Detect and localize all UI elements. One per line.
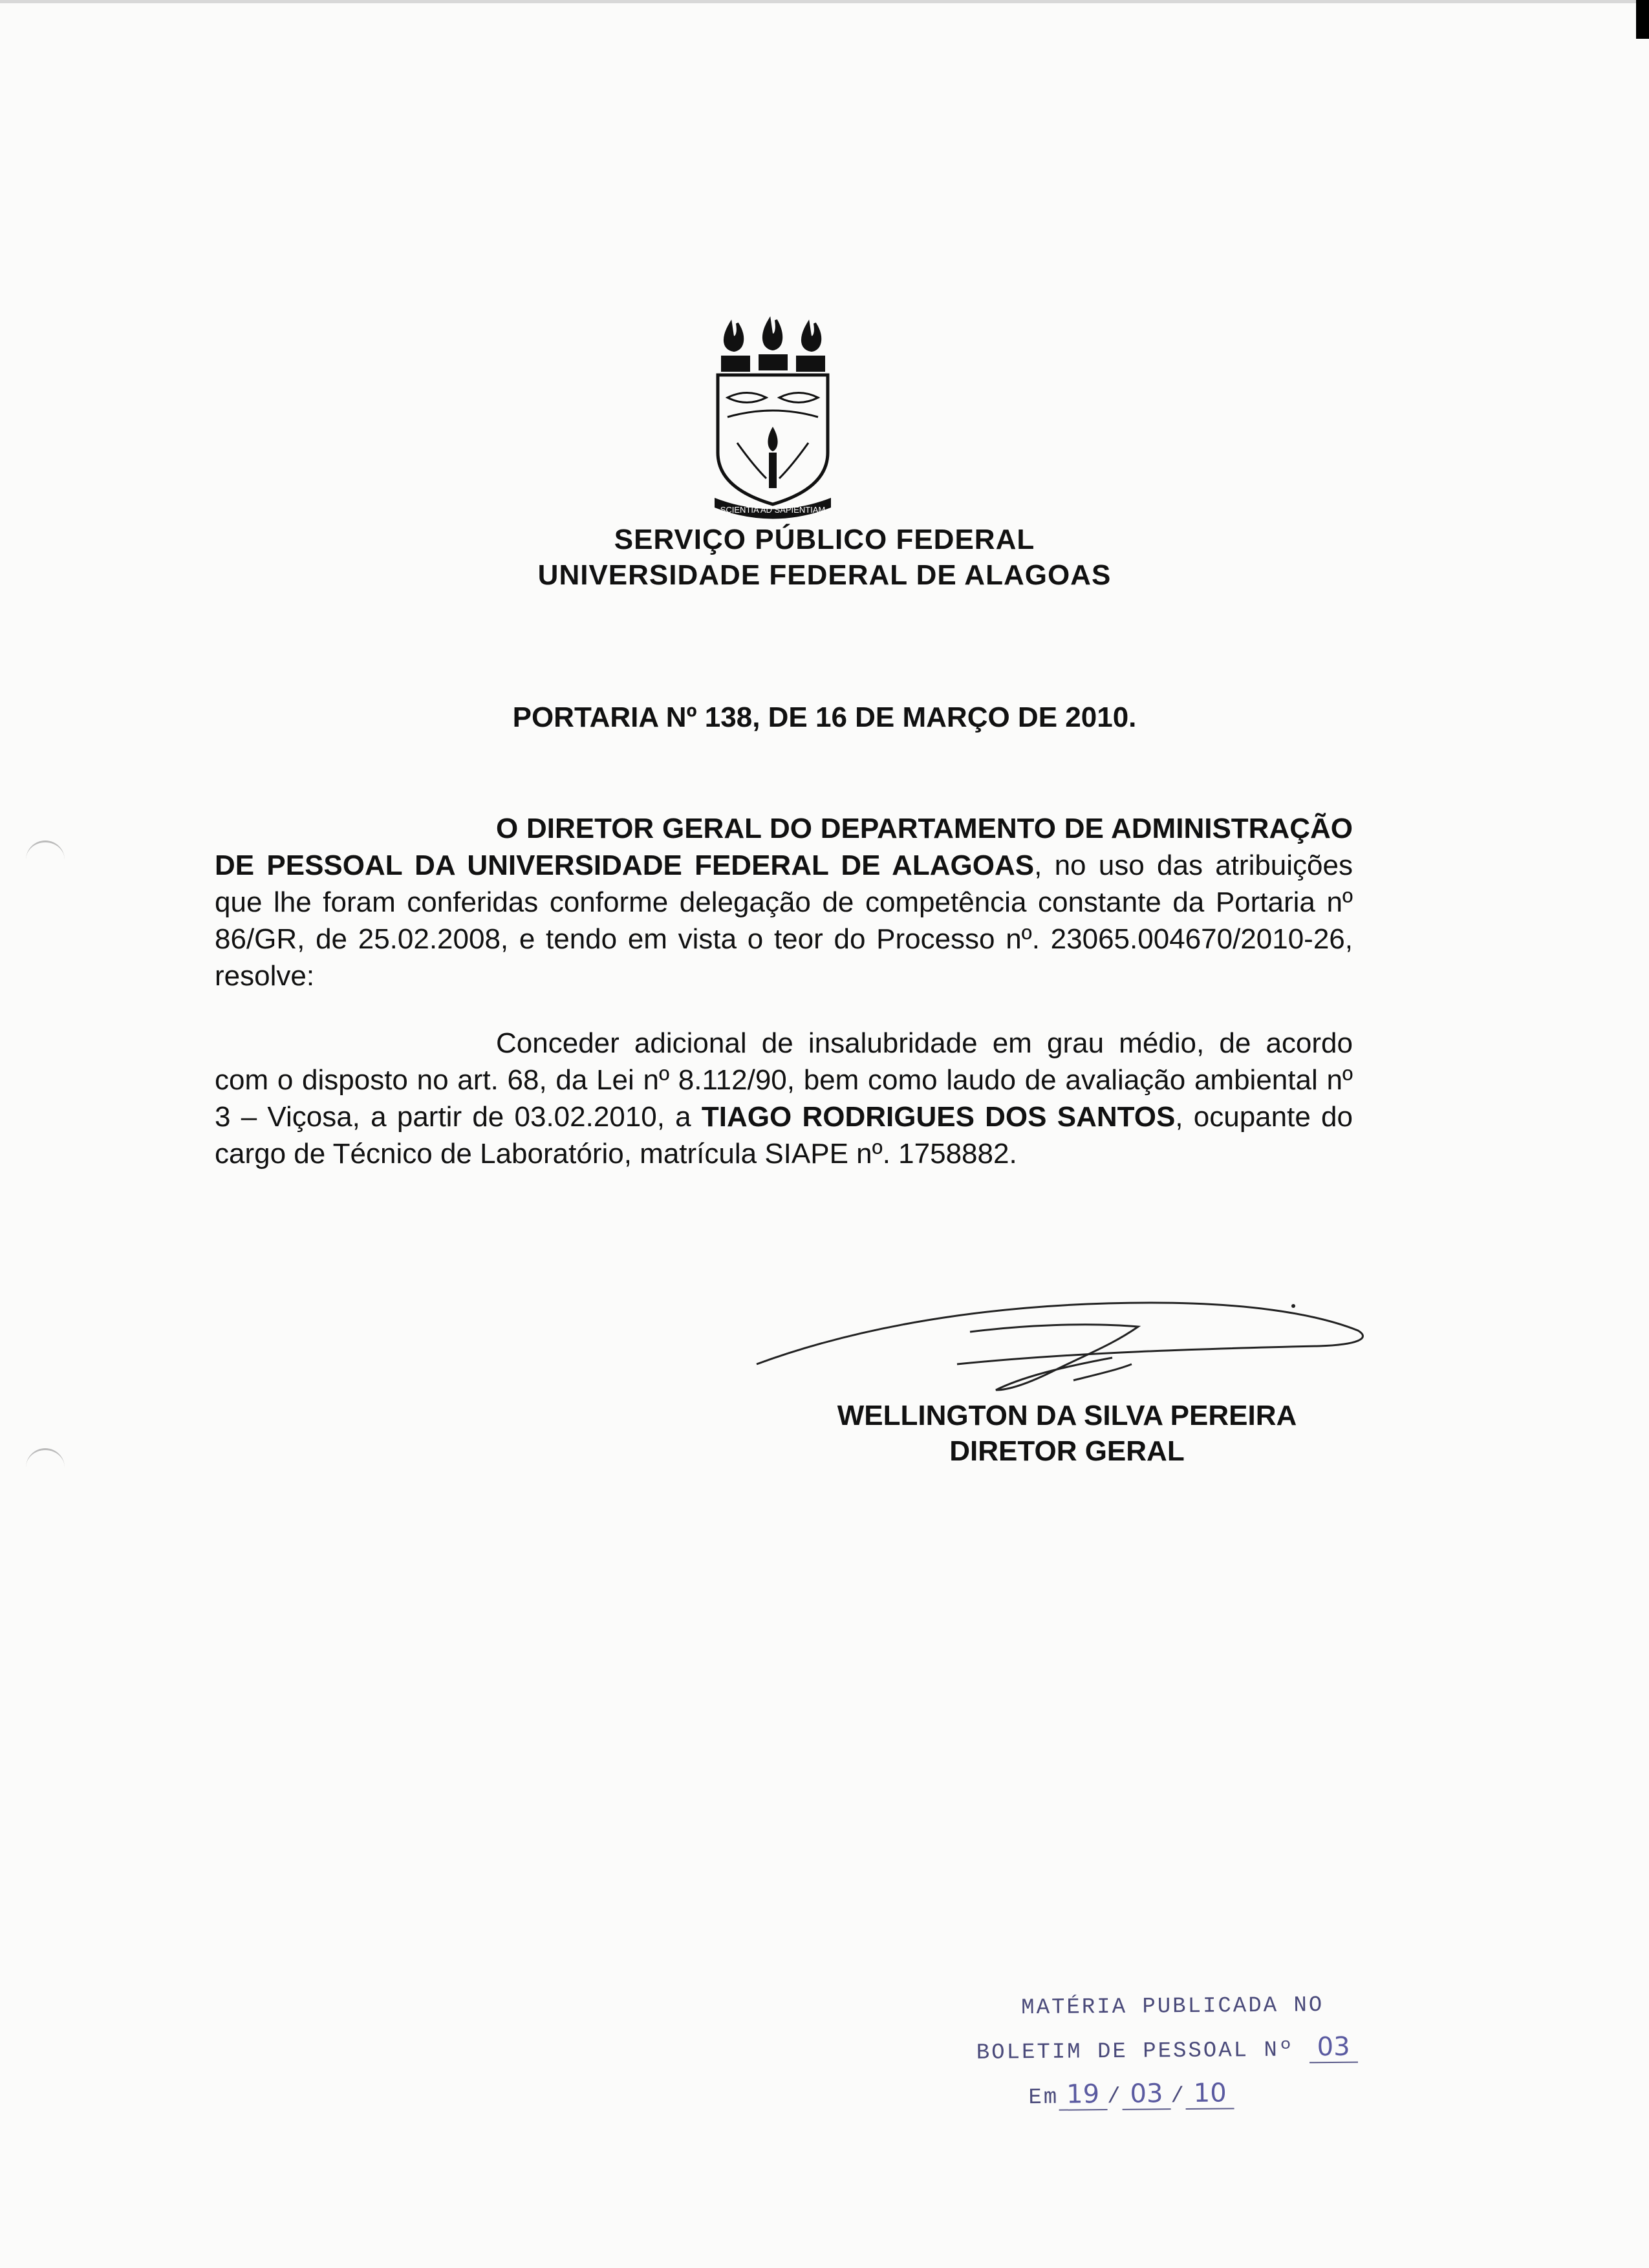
header-line-universidade: UNIVERSIDADE FEDERAL DE ALAGOAS [537,559,1112,591]
handwritten-signature [750,1293,1371,1403]
scan-edge-right [1636,0,1649,39]
beneficiary-name: TIAGO RODRIGUES DOS SANTOS [701,1101,1176,1133]
punch-hole-mark [26,1448,65,1476]
signer-title: DIRETOR GERAL [949,1435,1185,1467]
header-line-servico-publico: SERVIÇO PÚBLICO FEDERAL [614,524,1035,555]
stamp-month: 03 [1122,2079,1170,2110]
stamp-line-date: Em 19 / 03 / 10 [1028,2078,1234,2111]
stamp-year: 10 [1186,2078,1234,2110]
stamp-boletim-label: BOLETIM DE PESSOAL Nº [976,2038,1295,2066]
stamp-line-materia: MATÉRIA PUBLICADA NO [1021,1993,1324,2021]
stamp-boletim-number: 03 [1309,2032,1357,2064]
portaria-title: PORTARIA Nº 138, DE 16 DE MARÇO DE 2010. [512,701,1137,733]
authority-name: O DIRETOR GERAL DO DEPARTAMENTO DE ADMINISTRAÇÃO DE PESSOAL DA UNIVERSIDADE FEDERAL DE ALAGOAS [215,813,1353,881]
scan-edge-top [0,0,1649,3]
resolution-text-after: , ocupante do cargo de Técnico de Laboratório, matrícula SIAPE nº. 1758882. [215,1101,1353,1170]
resolution-paragraph [215,1025,1353,1172]
preamble-paragraph [215,810,1353,994]
stamp-line-boletim [976,2032,1358,2066]
resolution-text-before: Conceder adicional de insalubridade em grau médio, de acordo com o disposto no art. 68, da Lei nº 8.112/90, bem como laudo de avaliação ambiental nº 3 – Viçosa, a partir de 03.02.2010, a [215,1027,1353,1133]
publication-stamp [976,1993,1391,2139]
stamp-date-label: Em [1028,2085,1059,2111]
svg-text:SCIENTIA AD SAPIENTIAM: SCIENTIA AD SAPIENTIAM [720,505,826,515]
punch-hole-mark [26,840,65,868]
signer-name: WELLINGTON DA SILVA PEREIRA [837,1400,1297,1431]
preamble-text: , no uso das atribuições que lhe foram conferidas conforme delegação de competência constante da Portaria nº 86/GR, de 25.02.2008, e tendo em vista o teor do Processo nº. 23065.004670/2010-26, resolve: [215,850,1353,992]
ufal-crest-logo [708,310,837,524]
stamp-day: 19 [1059,2079,1107,2111]
